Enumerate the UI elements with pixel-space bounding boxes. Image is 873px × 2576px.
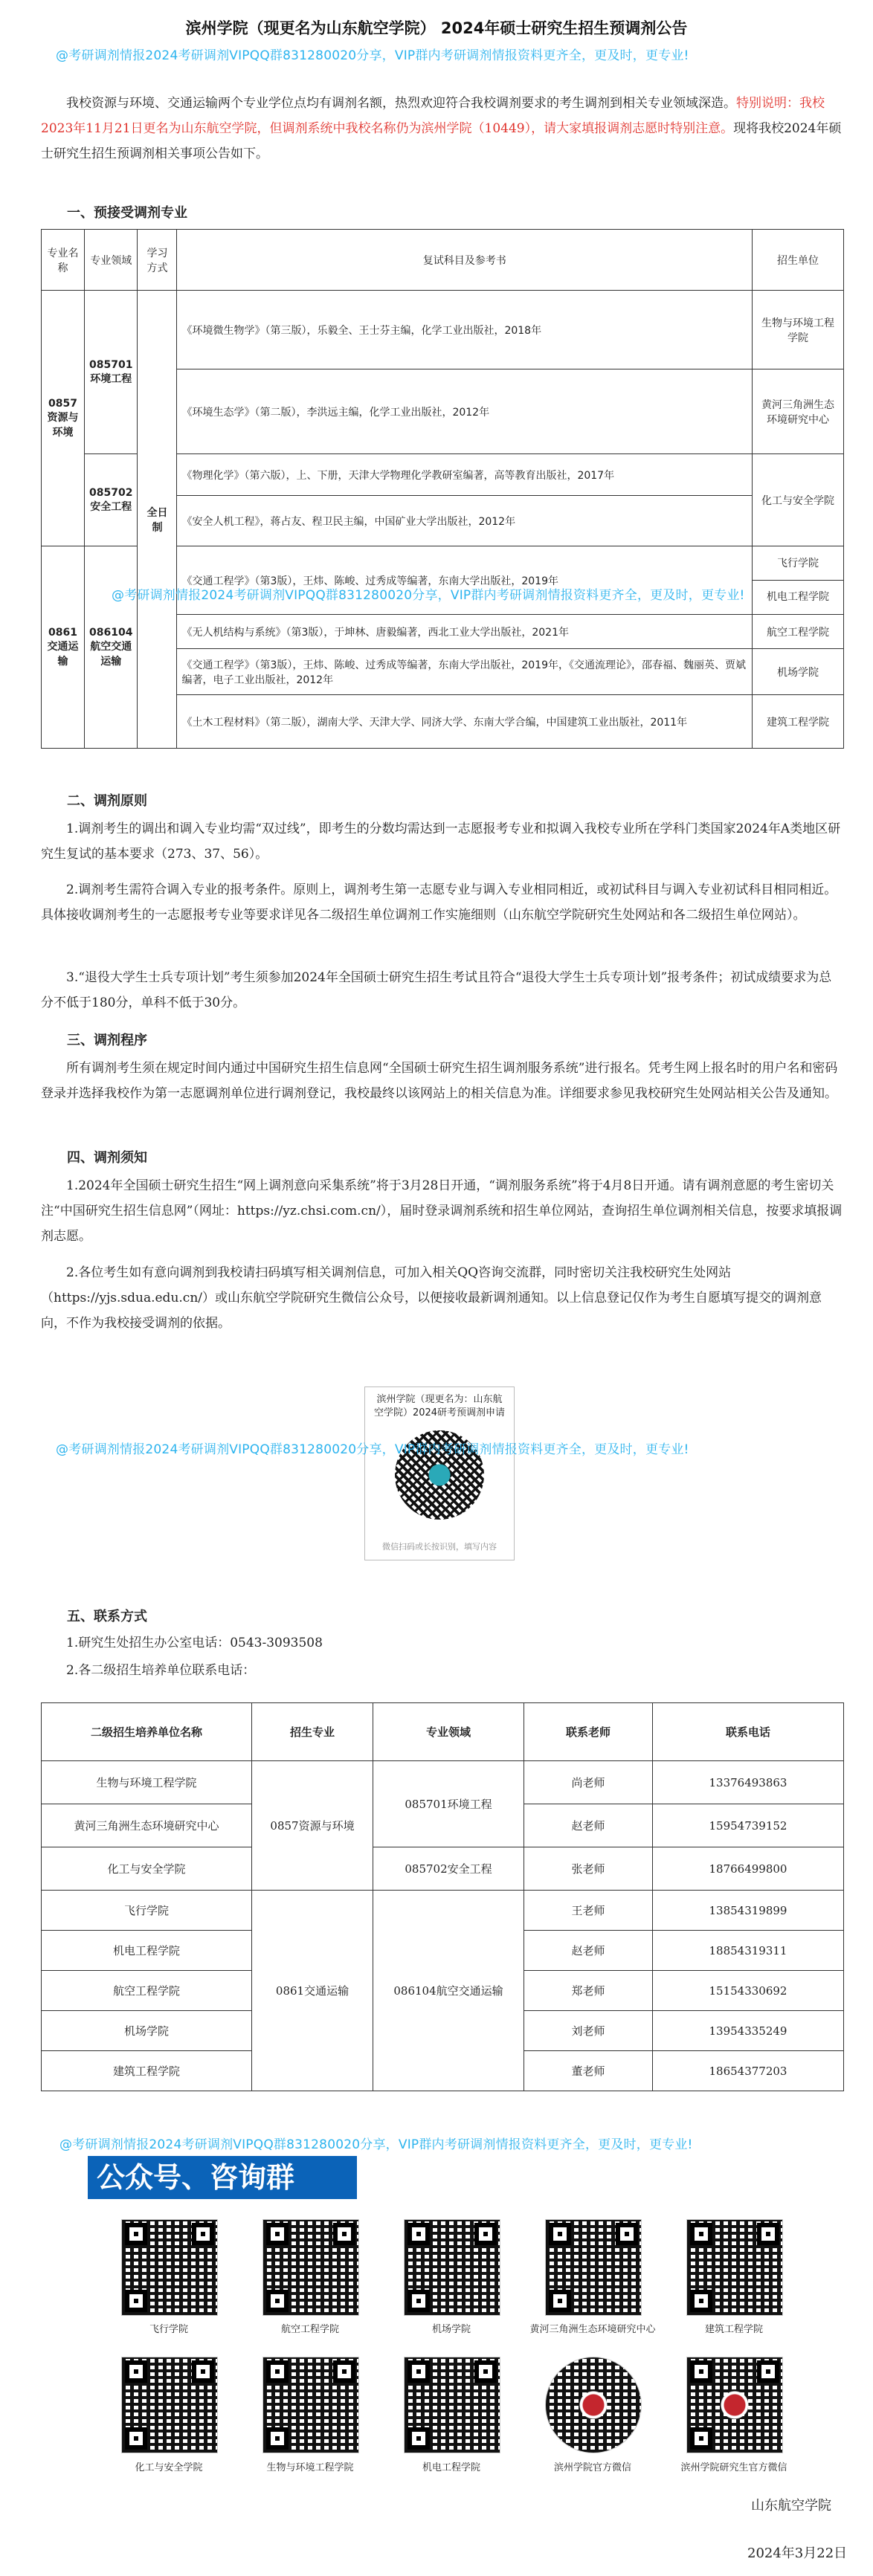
section3-paragraph: 所有调剂考生须在规定时间内通过中国研究生招生信息网“全国硕士研究生招生调剂服务系统”进行报名。凭考生网上报名时的用户名和密码登录并选择我校作为第一志愿调剂单位进行调剂登记，我校最终以该网站上的相关信息为准。详细要求参见我校研究生处网站相关公告及通知。 (41, 1061, 838, 1101)
unit-cell: 机场学院 (42, 2011, 252, 2051)
col-header: 二级招生培养单位名称 (42, 1703, 252, 1761)
qr-code-icon[interactable] (262, 2219, 359, 2316)
unit-cell: 化工与安全学院 (753, 454, 844, 546)
application-qr-card[interactable] (364, 1387, 515, 1560)
teacher-cell: 董老师 (524, 2051, 653, 2091)
unit-cell: 飞行学院 (42, 1891, 252, 1931)
teacher-cell: 赵老师 (524, 1804, 653, 1847)
teacher-cell: 尚老师 (524, 1761, 653, 1804)
contact-line: 1.研究生处招生办公室电话：0543-3093508 (66, 1636, 323, 1650)
qr-label: 化工与安全学院 (135, 2462, 203, 2473)
teacher-cell: 刘老师 (524, 2011, 653, 2051)
qr-label: 航空工程学院 (280, 2324, 339, 2335)
field-cell: 086104航空交通运输 (373, 1891, 524, 2091)
qr-card-title: 滨州学院（现更名为：山东航空学院）2024研考预调剂申请 (373, 1394, 506, 1418)
unit-cell: 化工与安全学院 (42, 1847, 252, 1891)
book-cell: 《安全人机工程》，蒋占友、程卫民主编，中国矿业大学出版社，2012年 (177, 496, 753, 546)
col-header: 联系老师 (524, 1703, 653, 1761)
section4-paragraph: 1.2024年全国硕士研究生招生“网上调剂意向采集系统”将于3月28日开通，“调剂服务系统”将于4月8日开通。请有调剂意愿的考生密切关注“中国研究生招生信息网”（网址：https://yz.chsi.com.cn/），届时登录调剂系统和招生单位网站，查询招生单位调剂相关信息，按要求填报调剂志愿。 (41, 1178, 843, 1244)
book-cell: 《环境生态学》（第二版），李洪远主编，化学工业出版社，2012年 (177, 369, 753, 454)
book-cell: 《无人机结构与系统》（第3版），于坤林、唐毅编著，西北工业大学出版社，2021年 (177, 615, 753, 649)
section3-heading: 三、调剂程序 (67, 1033, 147, 1048)
qr-code-icon[interactable] (404, 2357, 500, 2453)
qr-card-caption: 微信扫码或长按识别，填写内容 (382, 1542, 497, 1552)
unit-cell: 航空工程学院 (42, 1971, 252, 2011)
phone-cell: 13854319899 (653, 1891, 844, 1931)
section5-heading: 五、联系方式 (67, 1609, 147, 1624)
section2-heading: 二、调剂原则 (67, 793, 147, 809)
unit-cell: 机电工程学院 (42, 1931, 252, 1971)
col-header: 专业名称 (42, 230, 85, 291)
unit-cell: 机场学院 (753, 649, 844, 695)
majors-table (41, 229, 844, 749)
book-cell: 《环境微生物学》（第三版），乐毅全、王士芬主编，化学工业出版社，2018年 (177, 291, 753, 369)
major-name: 0861交通运输 (42, 546, 85, 749)
study-mode: 全日制 (138, 291, 177, 749)
phone-cell: 18654377203 (653, 2051, 844, 2091)
section4-paragraph: 2.各位考生如有意向调剂到我校请扫码填写相关调剂信息，可加入相关QQ咨询交流群，同时密切关注我校研究生处网站（https://yjs.sdua.edu.cn/）或山东航空学院研究生微信公众号，以便接收最新调剂通知。以上信息登记仅作为考生自愿填写提交的调剂意向，不作为我校接受调剂的依据。 (41, 1265, 822, 1331)
col-header: 招生单位 (753, 230, 844, 291)
special-note-label: 特别说明： (736, 96, 799, 111)
section4-heading: 四、调剂须知 (67, 1150, 147, 1166)
intro-paragraph: 我校资源与环境、交通运输两个专业学位点均有调剂名额，热烈欢迎符合我校调剂要求的考生调剂到相关专业领域深造。特别说明：我校2023年11月21日更名为山东航空学院，但调剂系统中我校名称仍为滨州学院（10449），请大家填报调剂志愿时特别注意。现将我校2024年硕士研究生招生预调剂相关事项公告如下。 (41, 96, 842, 161)
watermark-text: @考研调剂情报2024考研调剂VIPQQ群831280020分享，VIP群内考研调剂情报资料更齐全，更及时，更专业! (56, 48, 689, 63)
section2-paragraph: 3.“退役大学生士兵专项计划”考生须参加2024年全国硕士研究生招生考试且符合“退役大学生士兵专项计划”报考条件；初试成绩要求为总分不低于180分，单科不低于30分。 (41, 970, 832, 1010)
col-header: 专业领域 (85, 230, 138, 291)
signature-date: 2024年3月22日 (747, 2546, 848, 2561)
unit-cell: 黄河三角洲生态环境研究中心 (42, 1804, 252, 1847)
unit-cell: 航空工程学院 (753, 615, 844, 649)
watermark-text: @考研调剂情报2024考研调剂VIPQQ群831280020分享，VIP群内考研调剂情报资料更齐全，更及时，更专业! (56, 1442, 689, 1457)
col-header: 专业领域 (373, 1703, 524, 1761)
major-name: 0857资源与环境 (42, 291, 85, 546)
qr-code-icon[interactable] (545, 2219, 642, 2316)
field-cell: 085701环境工程 (373, 1761, 524, 1847)
special-note-text: 我校2023年11月21日更名为山东航空学院，但调剂系统中我校名称仍为滨州学院（10449），请大家填报调剂志愿时特别注意。 (41, 96, 825, 136)
qr-code-icon[interactable] (121, 2357, 218, 2453)
unit-cell: 建筑工程学院 (753, 695, 844, 749)
teacher-cell: 赵老师 (524, 1931, 653, 1971)
qr-label: 黄河三角洲生态环境研究中心 (529, 2324, 656, 2335)
qr-label: 建筑工程学院 (704, 2324, 763, 2335)
phone-cell: 13376493863 (653, 1761, 844, 1804)
qr-code-icon[interactable] (404, 2219, 500, 2316)
qr-code-icon[interactable] (686, 2219, 783, 2316)
teacher-cell: 张老师 (524, 1847, 653, 1891)
contacts-table (41, 1702, 844, 2091)
qr-code-icon[interactable] (262, 2357, 359, 2453)
qr-label: 飞行学院 (149, 2324, 188, 2335)
section1-heading: 一、预接受调剂专业 (67, 205, 187, 221)
contact-banner: 公众号、咨询群 (88, 2156, 357, 2199)
col-header: 复试科目及参考书 (177, 230, 753, 291)
unit-cell: 建筑工程学院 (42, 2051, 252, 2091)
page-title: 滨州学院（现更名为山东航空学院） 2024年硕士研究生招生预调剂公告 (185, 19, 688, 37)
field-name: 085701环境工程 (85, 291, 138, 454)
field-name: 085702安全工程 (85, 454, 138, 546)
teacher-cell: 王老师 (524, 1891, 653, 1931)
unit-cell: 生物与环境工程学院 (42, 1761, 252, 1804)
book-cell: 《交通工程学》（第3版），王炜、陈峻、过秀成等编著，东南大学出版社，2019年，《交通流理论》，邵春福、魏丽英、贾斌编著，电子工业出版社，2012年 (177, 649, 753, 695)
phone-cell: 13954335249 (653, 2011, 844, 2051)
major-cell: 0861交通运输 (252, 1891, 373, 2091)
qr-label: 机场学院 (431, 2324, 471, 2335)
qr-label: 滨州学院官方微信 (553, 2462, 631, 2473)
qr-code-icon[interactable] (686, 2357, 783, 2453)
watermark-text: @考研调剂情报2024考研调剂VIPQQ群831280020分享，VIP群内考研调剂情报资料更齐全，更及时，更专业! (59, 2137, 693, 2152)
unit-cell: 黄河三角洲生态环境研究中心 (753, 369, 844, 454)
book-cell: 《土木工程材料》（第二版），湖南大学、天津大学、同济大学、东南大学合编，中国建筑工业出版社，2011年 (177, 695, 753, 749)
watermark-text: @考研调剂情报2024考研调剂VIPQQ群831280020分享，VIP群内考研调剂情报资料更齐全，更及时，更专业! (112, 588, 745, 603)
teacher-cell: 郑老师 (524, 1971, 653, 2011)
section2-paragraph: 2.调剂考生需符合调入专业的报考条件。原则上，调剂考生第一志愿专业与调入专业相同相近，或初试科目与调入专业初试科目相同相近。具体接收调剂考生的一志愿报考专业等要求详见各二级招生单位调剂工作实施细则（山东航空学院研究生处网站和各二级招生单位网站）。 (41, 882, 837, 923)
signature-org: 山东航空学院 (751, 2498, 831, 2514)
field-name: 086104航空交通运输 (85, 546, 138, 749)
col-header: 招生专业 (252, 1703, 373, 1761)
phone-cell: 15154330692 (653, 1971, 844, 2011)
unit-cell: 飞行学院 机电工程学院 (753, 546, 844, 615)
book-cell: 《物理化学》（第六版），上、下册，天津大学物理化学教研室编著，高等教育出版社，2017年 (177, 454, 753, 496)
qr-code-icon[interactable] (545, 2357, 642, 2453)
book-cell: 《交通工程学》（第3版），王炜、陈峻、过秀成等编著，东南大学出版社，2019年 (177, 546, 753, 615)
phone-cell: 15954739152 (653, 1804, 844, 1847)
qr-label: 机电工程学院 (422, 2462, 480, 2473)
field-cell: 085702安全工程 (373, 1847, 524, 1891)
unit-cell: 生物与环境工程学院 (753, 291, 844, 369)
phone-cell: 18854319311 (653, 1931, 844, 1971)
col-header: 学习方式 (138, 230, 177, 291)
qr-label: 生物与环境工程学院 (266, 2462, 354, 2473)
qr-label: 滨州学院研究生官方微信 (680, 2462, 787, 2473)
qr-code-icon[interactable] (121, 2219, 218, 2316)
section2-paragraph: 1.调剂考生的调出和调入专业均需“双过线”，即考生的分数均需达到一志愿报考专业和拟调入我校专业所在学科门类国家2024年A类地区研究生复试的基本要求（273、37、56）。 (41, 821, 841, 862)
contact-line: 2.各二级招生培养单位联系电话： (66, 1663, 256, 1678)
phone-cell: 18766499800 (653, 1847, 844, 1891)
col-header: 联系电话 (653, 1703, 844, 1761)
major-cell: 0857资源与环境 (252, 1761, 373, 1891)
